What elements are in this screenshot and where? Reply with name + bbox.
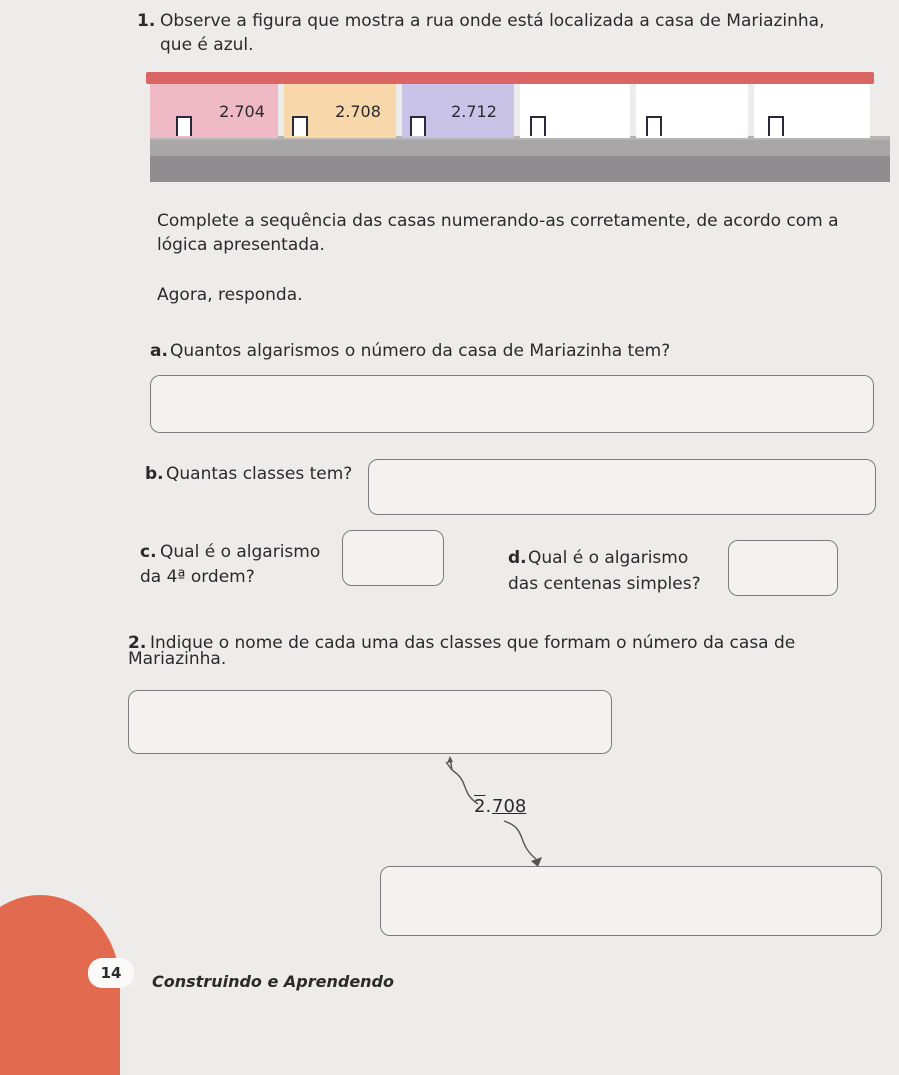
house-roof [632,72,752,84]
house-4 [520,80,630,138]
door-icon [176,116,192,136]
question-b-letter: b. [145,464,164,484]
thousands-digit: 2 [474,796,486,817]
question-1-number: 1. [137,11,156,31]
house-roof [280,72,400,84]
door-icon [646,116,662,136]
answer-box-b[interactable] [368,459,876,515]
answer-box-c[interactable] [342,530,444,586]
house-6 [754,80,870,138]
door-icon [292,116,308,136]
house-roof [516,72,634,84]
house-number: 2.712 [451,102,497,121]
question-1-line1: Observe a figura que mostra a rua onde está localizada a casa de Mariazinha, [160,11,825,31]
separator: . [485,796,492,817]
house-roof [398,72,518,84]
door-icon [768,116,784,136]
question-2-number: 2. [128,633,147,653]
number-thousands-digit [474,796,491,818]
question-c-line2: da 4ª ordem? [140,567,255,587]
door-icon [410,116,426,136]
door-icon [530,116,546,136]
book-title: Construindo e Aprendendo [152,972,394,991]
house-1 [150,80,278,138]
house-number: 2.704 [219,102,265,121]
instruction-line1: Complete a sequência das casas numerando-as corretamente, de acordo com a [157,211,839,231]
thousands-class-box[interactable] [128,690,612,754]
house-number: 2.708 [335,102,381,121]
question-a-text: Quantos algarismos o número da casa de Mariazinha tem? [170,341,671,361]
street-illustration [150,60,890,182]
question-b-text: Quantas classes tem? [166,464,353,484]
house-3-mariazinha [402,80,514,138]
instruction-line2: lógica apresentada. [157,235,325,255]
house-5 [636,80,748,138]
question-c-line1: Qual é o algarismo [160,542,321,562]
house-roof [750,72,874,84]
house-roof [146,72,282,84]
sidewalk-edge [150,140,890,156]
question-d-line1: Qual é o algarismo [528,548,689,568]
question-2-line2: Mariazinha. [128,649,227,669]
answer-box-a[interactable] [150,375,874,433]
question-1-line2: que é azul. [160,35,254,55]
question-a-letter: a. [150,341,168,361]
answer-prompt: Agora, responda. [157,285,303,305]
question-2-line1: Indique o nome de cada uma das classes que formam o número da casa de [150,633,796,653]
house-2 [284,80,396,138]
question-d-line2: das centenas simples? [508,574,701,594]
units-class-box[interactable] [380,866,882,936]
road [150,156,890,182]
answer-box-d[interactable] [728,540,838,596]
question-c-letter: c. [140,542,157,562]
question-d-letter: d. [508,548,527,568]
page-number: 14 [88,958,134,988]
number-units-class: 708 [492,796,527,817]
